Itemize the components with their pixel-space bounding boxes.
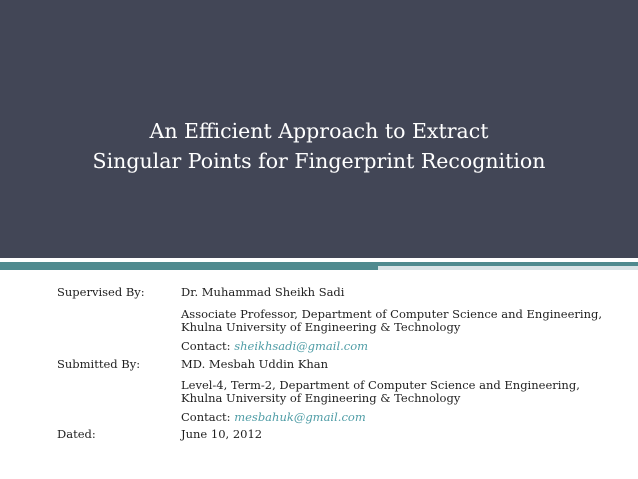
submitter-contact-label: Contact: bbox=[181, 410, 231, 424]
supervisor-position-line-1: Associate Professor, Department of Computer Science and Engineering, bbox=[181, 307, 602, 321]
supervisor-name: Dr. Muhammad Sheikh Sadi bbox=[181, 285, 345, 299]
dated-label: Dated: bbox=[57, 427, 96, 441]
slide-title bbox=[40, 116, 598, 176]
date-value: June 10, 2012 bbox=[181, 427, 263, 441]
slide-title-line-1: An Efficient Approach to Extract bbox=[149, 119, 489, 143]
submitter-contact bbox=[181, 409, 601, 425]
supervised-by-label: Supervised By: bbox=[57, 285, 145, 299]
supervisor-position-line-2: Khulna University of Engineering & Technology bbox=[181, 320, 461, 334]
supervisor-contact-label: Contact: bbox=[181, 339, 231, 353]
submitter-position-line-1: Level-4, Term-2, Department of Computer Science and Engineering, bbox=[181, 378, 580, 392]
supervisor-contact bbox=[181, 338, 601, 354]
submitter-email-link[interactable]: mesbahuk@gmail.com bbox=[234, 410, 366, 424]
supervisor-email-link[interactable]: sheikhsadi@gmail.com bbox=[234, 339, 369, 353]
slide-title-line-2: Singular Points for Fingerprint Recognition bbox=[92, 149, 546, 173]
submitted-by-label: Submitted By: bbox=[57, 357, 141, 371]
submitter-position-line-2: Khulna University of Engineering & Technology bbox=[181, 391, 461, 405]
submitter-name: MD. Mesbah Uddin Khan bbox=[181, 357, 329, 371]
accent-stripe-highlight bbox=[378, 266, 638, 270]
